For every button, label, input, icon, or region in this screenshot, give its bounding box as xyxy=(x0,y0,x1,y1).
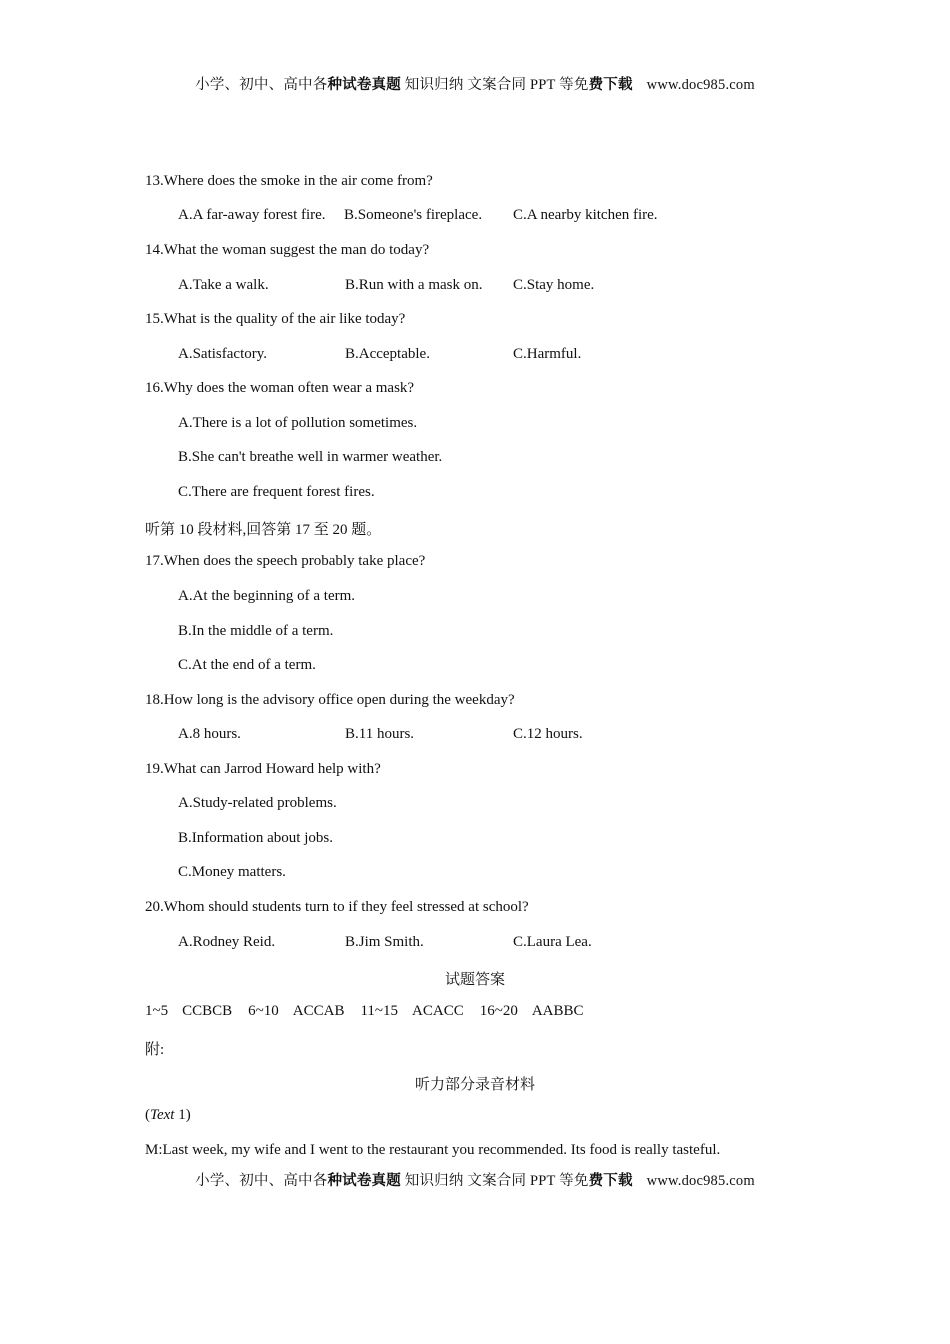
page-footer xyxy=(0,1169,950,1190)
answer-key-row xyxy=(145,1003,600,1020)
text-label-word: Text xyxy=(150,1107,175,1123)
option-15-b: B.Acceptable. xyxy=(345,346,430,362)
footer-text-1: 小学、初中、高中各 xyxy=(195,1173,328,1189)
question-14: 14.What the woman suggest the man do today? xyxy=(145,242,430,258)
option-13-a: A.A far-away forest fire. xyxy=(178,207,326,223)
header-text-4: 费下载 xyxy=(588,77,633,93)
question-17: 17.When does the speech probably take place? xyxy=(145,553,426,569)
option-14-c: C.Stay home. xyxy=(513,277,595,293)
option-14-a: A.Take a walk. xyxy=(178,277,269,293)
option-16-a: A.There is a lot of pollution sometimes. xyxy=(178,415,418,431)
header-site[interactable]: www.doc985.com xyxy=(646,77,755,93)
footer-site[interactable]: www.doc985.com xyxy=(646,1173,755,1189)
option-13-c: C.A nearby kitchen fire. xyxy=(513,207,658,223)
option-17-b: B.In the middle of a term. xyxy=(178,623,334,639)
answer-range-1: 1~5 xyxy=(145,1003,169,1019)
footer-text-3: 知识归纳 文案合同 PPT 等免 xyxy=(400,1173,589,1189)
answer-range-4: 16~20 xyxy=(479,1003,518,1019)
answer-range-3: 11~15 xyxy=(360,1003,399,1019)
question-13: 13.Where does the smoke in the air come from? xyxy=(145,173,433,189)
question-18: 18.How long is the advisory office open during the weekday? xyxy=(145,692,515,708)
option-17-a: A.At the beginning of a term. xyxy=(178,588,356,604)
text-label xyxy=(145,1107,191,1124)
answer-range-2: 6~10 xyxy=(248,1003,279,1019)
footer-text-2: 种试卷真题 xyxy=(327,1173,401,1189)
answers-title: 试题答案 xyxy=(444,972,505,988)
option-19-c: C.Money matters. xyxy=(178,864,286,880)
header-text-1: 小学、初中、高中各 xyxy=(195,77,328,93)
page-header xyxy=(0,73,950,94)
appendix-label: 附: xyxy=(145,1042,165,1058)
option-18-b: B.11 hours. xyxy=(345,726,415,742)
option-20-a: A.Rodney Reid. xyxy=(178,934,276,950)
option-18-c: C.12 hours. xyxy=(513,726,583,742)
transcript-line-1: M:Last week, my wife and I went to the restaurant you recommended. Its food is really tasteful. xyxy=(145,1142,721,1158)
text-label-num: 1) xyxy=(174,1107,191,1123)
answer-key-1: CCBCB xyxy=(182,1003,233,1019)
answer-key-4: AABBC xyxy=(531,1003,584,1019)
header-text-2: 种试卷真题 xyxy=(327,77,401,93)
option-16-c: C.There are frequent forest fires. xyxy=(178,484,375,500)
option-16-b: B.She can't breathe well in warmer weather. xyxy=(178,449,443,465)
transcript-title: 听力部分录音材料 xyxy=(414,1077,535,1093)
question-20: 20.Whom should students turn to if they feel stressed at school? xyxy=(145,899,529,915)
option-19-b: B.Information about jobs. xyxy=(178,830,333,846)
option-13-b: B.Someone's fireplace. xyxy=(344,207,483,223)
footer-text-4: 费下载 xyxy=(588,1173,633,1189)
section-instruction: 听第 10 段材料,回答第 17 至 20 题。 xyxy=(145,522,382,538)
question-16: 16.Why does the woman often wear a mask? xyxy=(145,380,415,396)
option-14-b: B.Run with a mask on. xyxy=(345,277,483,293)
option-18-a: A.8 hours. xyxy=(178,726,241,742)
question-19: 19.What can Jarrod Howard help with? xyxy=(145,761,381,777)
header-text-3: 知识归纳 文案合同 PPT 等免 xyxy=(400,77,589,93)
answer-key-3: ACACC xyxy=(412,1003,464,1019)
option-20-b: B.Jim Smith. xyxy=(345,934,424,950)
option-15-c: C.Harmful. xyxy=(513,346,582,362)
answer-key-2: ACCAB xyxy=(292,1003,345,1019)
option-17-c: C.At the end of a term. xyxy=(178,657,316,673)
option-19-a: A.Study-related problems. xyxy=(178,795,337,811)
question-15: 15.What is the quality of the air like today? xyxy=(145,311,406,327)
text-label-open: ( xyxy=(145,1107,150,1123)
option-15-a: A.Satisfactory. xyxy=(178,346,268,362)
option-20-c: C.Laura Lea. xyxy=(513,934,592,950)
